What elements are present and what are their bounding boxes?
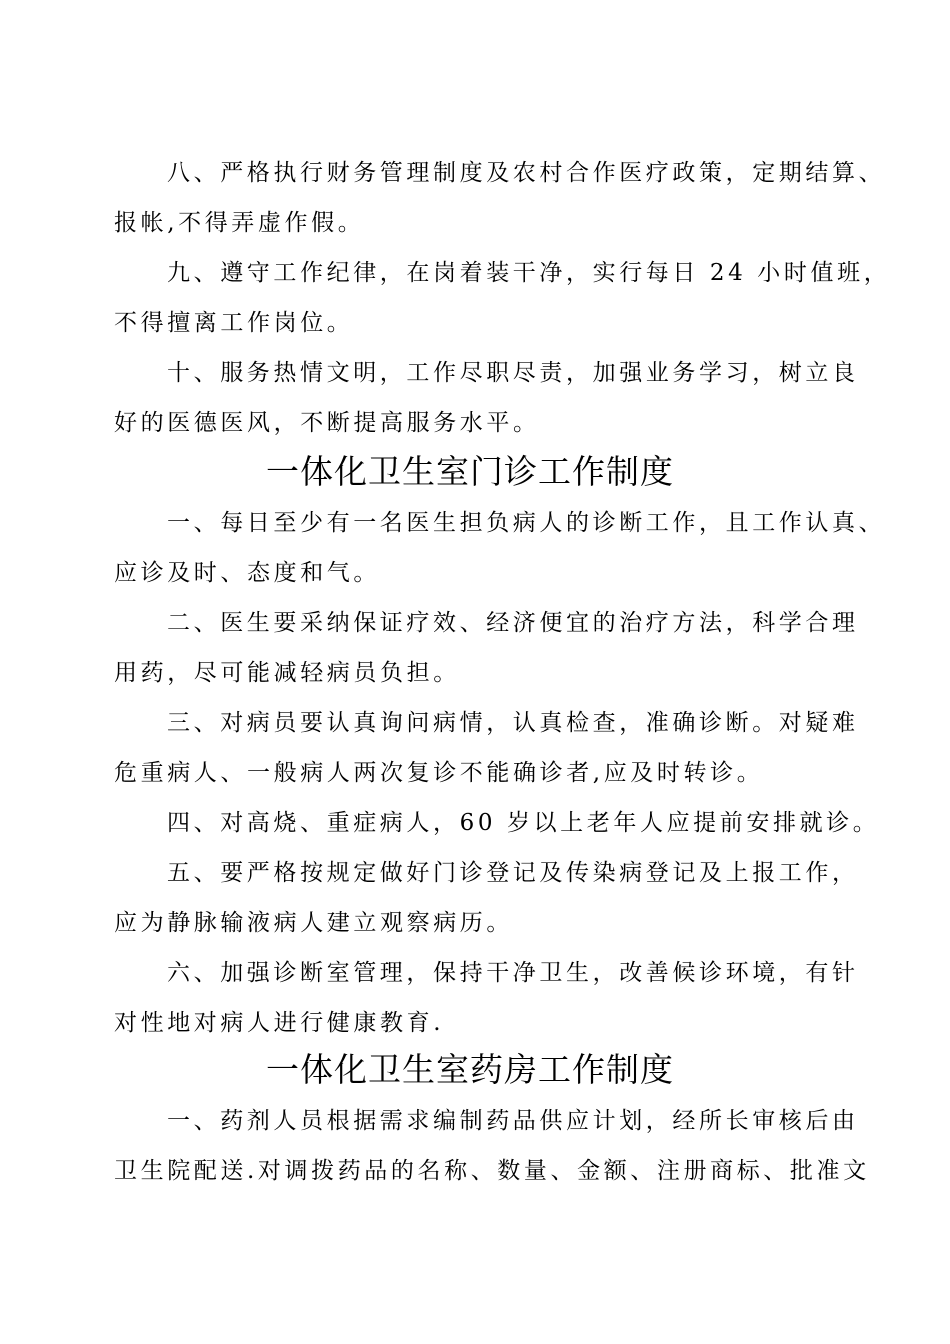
paragraph-line: 对性地对病人进行健康教育. [114, 1010, 445, 1036]
paragraph-line: 报帐,不得弄虚作假。 [114, 210, 365, 236]
paragraph-line: 用药，尽可能减轻病员负担。 [114, 660, 460, 686]
paragraph-line: 十、服务热情文明，工作尽职尽责，加强业务学习，树立良 [167, 360, 859, 386]
paragraph-line: 二、医生要采纳保证疗效、经济便宜的治疗方法，科学合理 [167, 610, 859, 636]
paragraph-line: 应为静脉输液病人建立观察病历。 [114, 910, 513, 936]
paragraph-line: 卫生院配送.对调拨药品的名称、数量、金额、注册商标、批准文 [114, 1158, 870, 1184]
paragraph-line: 一、每日至少有一名医生担负病人的诊断工作，且工作认真、 [167, 510, 886, 536]
paragraph-line: 三、对病员要认真询问病情，认真检查，准确诊断。对疑难 [167, 710, 859, 736]
paragraph-line: 四、对高烧、重症病人，60 岁以上老年人应提前安排就诊。 [167, 810, 880, 836]
paragraph-line: 六、加强诊断室管理，保持干净卫生，改善候诊环境，有针 [167, 960, 859, 986]
paragraph-line: 不得擅离工作岗位。 [114, 310, 354, 336]
paragraph-line: 九、遵守工作纪律，在岗着装干净，实行每日 24 小时值班， [167, 260, 891, 286]
paragraph-line: 八、严格执行财务管理制度及农村合作医疗政策，定期结算、 [167, 160, 886, 186]
paragraph-line: 应诊及时、态度和气。 [114, 560, 380, 586]
paragraph-line: 危重病人、一般病人两次复诊不能确诊者,应及时转诊。 [114, 760, 764, 786]
section-title-pharmacy: 一体化卫生室药房工作制度 [266, 1050, 674, 1089]
paragraph-line: 五、要严格按规定做好门诊登记及传染病登记及上报工作， [167, 860, 859, 886]
paragraph-line: 一、药剂人员根据需求编制药品供应计划，经所长审核后由 [167, 1108, 859, 1134]
paragraph-line: 好的医德医风，不断提高服务水平。 [114, 410, 540, 436]
section-title-outpatient: 一体化卫生室门诊工作制度 [266, 452, 674, 491]
